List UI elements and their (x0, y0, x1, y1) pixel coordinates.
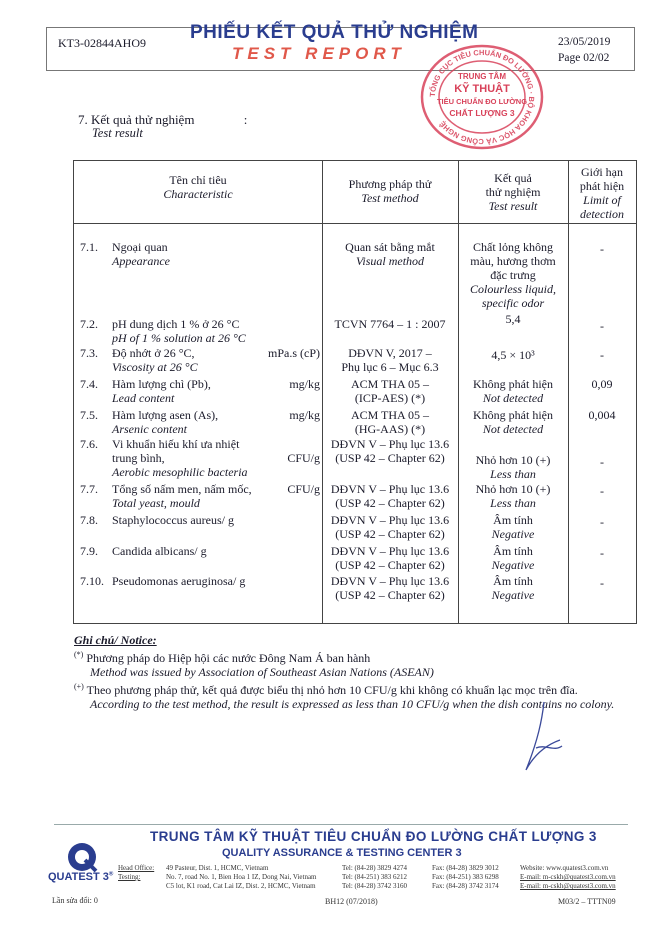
result-line: 5,4 (505, 312, 521, 326)
characteristic-vn: Tổng số nấm men, nấm mốc, (112, 482, 252, 496)
col-header-method (322, 177, 458, 205)
method-line-1: ACM THA 05 – (350, 408, 430, 422)
method-line-1: Quan sát bằng mắt (345, 240, 435, 254)
characteristic-vn: Hàm lượng asen (As), (112, 408, 219, 422)
fax-list (432, 864, 499, 891)
characteristic-vn-2: trung bình, (112, 451, 165, 465)
method-line-2: (USP 42 – Chapter 62) (335, 451, 445, 465)
result-line: Âm tính (493, 574, 533, 588)
col-header-vn: Phương pháp thử (348, 177, 432, 191)
unit: CFU/g (287, 482, 320, 496)
fax-3: Fax: (84-28) 3742 3174 (432, 882, 499, 890)
lod-value: - (600, 319, 604, 333)
result-line: màu, hương thơm (470, 254, 556, 268)
section-colon: : (243, 112, 248, 127)
col-header-en: Characteristic (163, 187, 233, 201)
lod-value: 0,09 (591, 377, 613, 391)
col-header-en: Test result (488, 199, 538, 213)
result-en-line: Negative (491, 558, 535, 572)
result-en-line: specific odor (481, 296, 545, 310)
result-line: Âm tính (493, 544, 533, 558)
characteristic-vn: Pseudomonas aeruginosa/ g (112, 574, 246, 588)
page-number: Page 02/02 (558, 52, 610, 64)
address-3: C5 lot, K1 road, Cat Lai IZ, Dist. 2, HCMC, Vietnam (166, 882, 316, 890)
form-code: BH12 (07/2018) (325, 897, 378, 906)
lod-value: - (600, 348, 604, 362)
characteristic-en: Aerobic mesophilic bacteria (112, 465, 248, 479)
method-line-2: (USP 42 – Chapter 62) (335, 527, 445, 541)
method-line-2: (USP 42 – Chapter 62) (335, 588, 445, 602)
results-table (73, 160, 637, 624)
row-number: 7.9. (80, 544, 98, 558)
logo-registered-mark: ® (108, 871, 114, 878)
note-2-en: According to the test method, the result is expressed as less than 10 CFU/g when the dish contains no colony. (90, 697, 615, 711)
stamp-line-4: CHẤT LƯỢNG 3 (449, 108, 515, 118)
lod-value: - (600, 484, 604, 498)
result-line: Không phát hiện (473, 408, 553, 422)
col-header-vn: Giới hạn (580, 165, 623, 179)
method-line-1: DĐVN V – Phụ lục 13.6 (330, 544, 450, 558)
header-divider (74, 223, 636, 224)
characteristic-en: Arsenic content (112, 422, 187, 436)
row-number: 7.1. (80, 240, 98, 254)
note-2-mark: (+) (74, 681, 84, 691)
address-list (166, 864, 317, 891)
result-en-line: Colourless liquid, (469, 282, 556, 296)
website: Website: www.quatest3.com.vn (520, 864, 609, 872)
method-line-2: (HG-AAS) (*) (354, 422, 426, 436)
result-en-line: Less than (490, 467, 536, 481)
address-2: No. 7, road No. 1, Bien Hoa 1 IZ, Dong Nai, Vietnam (166, 873, 317, 881)
method-line-2: (ICP-AES) (*) (354, 391, 426, 405)
characteristic-vn: Hàm lượng chì (Pb), (112, 377, 211, 391)
result-line: Nhỏ hơn 10 (+) (475, 453, 551, 467)
notes-title: Ghi chú/ Notice: (74, 633, 157, 647)
logo-text (48, 871, 113, 883)
characteristic-en: Viscosity at 26 °C (112, 360, 198, 374)
section-title-en: Test result (92, 126, 143, 140)
characteristic-vn: pH dung dịch 1 % ở 26 °C (112, 317, 240, 331)
address-labels (118, 864, 154, 882)
report-date: 23/05/2019 (558, 36, 611, 48)
result-line: 4,5 × 10³ (491, 348, 535, 362)
method-line-1: DĐVN V – Phụ lục 13.6 (330, 437, 450, 451)
row-number: 7.3. (80, 346, 98, 360)
characteristic-vn: Candida albicans/ g (112, 544, 207, 558)
lod-value: - (600, 242, 604, 256)
footer-divider (54, 824, 628, 825)
characteristic-vn: Vi khuẩn hiếu khí ưa nhiệt (112, 437, 240, 451)
unit: mg/kg (289, 377, 320, 391)
method-line-1: DĐVN V – Phụ lục 13.6 (330, 482, 450, 496)
characteristic-en: Total yeast, mould (112, 496, 200, 510)
note-2-vn: Theo phương pháp thử, kết quả được biểu thị nhỏ hơn 10 CFU/g khi không có khuẩn lạc mọc trên đĩa. (86, 682, 578, 697)
report-code: KT3-02844AHO9 (58, 36, 146, 50)
result-line: đặc trưng (490, 268, 536, 282)
col-header-en: Test method (361, 191, 419, 205)
col-header-vn-2: phát hiện (579, 179, 625, 193)
section-title-vn: 7. Kết quả thử nghiệm (78, 112, 195, 127)
row-number: 7.5. (80, 408, 98, 422)
result-en-line: Negative (491, 527, 535, 541)
method-line-2: (USP 42 – Chapter 62) (335, 496, 445, 510)
lod-value: - (600, 576, 604, 590)
stamp-outer-text: TỔNG CỤC TIÊU CHUẨN ĐO LƯỜNG · BỘ KHOA HỌC VÀ CÔNG NGHỆ (427, 47, 537, 147)
note-1-en: Method was issued by Association of Southeast Asian Nations (ASEAN) (90, 665, 434, 679)
lod-value: - (600, 455, 604, 469)
result-en-line: Less than (490, 496, 536, 510)
characteristic-vn: Độ nhớt ở 26 °C, (112, 346, 195, 360)
document-code: M03/2 – TTTN09 (558, 897, 616, 906)
row-number: 7.10. (80, 574, 104, 588)
lod-value: - (600, 546, 604, 560)
note-2 (74, 680, 644, 698)
characteristic-vn: Ngoại quan (112, 240, 168, 254)
row-number: 7.6. (80, 437, 98, 451)
lod-value: 0,004 (588, 408, 616, 422)
col-header-vn: Kết quả (494, 171, 532, 185)
stamp-line-3: TIÊU CHUẨN ĐO LƯỜNG (436, 97, 528, 106)
col-header-result (458, 171, 568, 213)
tel-1: Tel: (84-28) 3829 4274 (342, 864, 408, 872)
characteristic-en: pH of 1 % solution at 26 °C (112, 331, 246, 345)
official-stamp (417, 42, 547, 152)
email-2: E-mail: m-cskh@quatest3.com.vn (520, 882, 616, 890)
characteristic-en: Lead content (112, 391, 175, 405)
stamp-line-1: TRUNG TÂM (458, 72, 506, 81)
method-line-1: DĐVN V, 2017 – (348, 346, 432, 360)
row-number: 7.2. (80, 317, 98, 331)
row-number: 7.7. (80, 482, 98, 496)
org-name-en: QUALITY ASSURANCE & TESTING CENTER 3 (222, 847, 462, 859)
report-title-en: TEST REPORT (232, 44, 406, 63)
tel-2: Tel: (84-251) 383 6212 (342, 873, 408, 881)
method-line-1: DĐVN V – Phụ lục 13.6 (330, 513, 450, 527)
report-title-vn: PHIẾU KẾT QUẢ THỬ NGHIỆM (190, 22, 479, 43)
characteristic-en: Appearance (112, 254, 170, 268)
row-number: 7.4. (80, 377, 98, 391)
col-header-en: Limit of (583, 193, 621, 207)
email-1: E-mail: m-cskh@quatest3.com.vn (520, 873, 616, 881)
unit: mPa.s (cP) (268, 346, 320, 360)
revision-number: Lần sửa đổi: 0 (52, 896, 98, 905)
method-line-1: ACM THA 05 – (350, 377, 430, 391)
web-list (520, 864, 616, 891)
method-line-2: (USP 42 – Chapter 62) (335, 558, 445, 572)
result-en-line: Not detected (482, 391, 544, 405)
result-line: Chất lỏng không (473, 240, 553, 254)
phone-list (342, 864, 407, 891)
result-line: Âm tính (493, 513, 533, 527)
result-en-line: Not detected (482, 422, 544, 436)
lod-value: - (600, 515, 604, 529)
unit: mg/kg (289, 408, 320, 422)
stamp-line-2: KỸ THUẬT (454, 83, 510, 95)
address-1: 49 Pasteur, Dist. 1, HCMC, Vietnam (166, 864, 269, 872)
result-line: Không phát hiện (473, 377, 553, 391)
note-1-vn: Phương pháp do Hiệp hội các nước Đông Nam Á ban hành (86, 650, 371, 665)
unit: CFU/g (287, 451, 320, 465)
method-line-1: DĐVN V – Phụ lục 13.6 (330, 574, 450, 588)
result-en-line: Negative (491, 588, 535, 602)
characteristic-vn: Staphylococcus aureus/ g (112, 513, 234, 527)
fax-1: Fax: (84-28) 3829 3012 (432, 864, 499, 872)
method-line-1: TCVN 7764 – 1 : 2007 (334, 317, 446, 331)
testing-label: Testing: (118, 873, 141, 881)
col-header-en-2: detection (580, 207, 624, 221)
method-line-2: Visual method (355, 254, 425, 268)
row-number: 7.8. (80, 513, 98, 527)
note-1 (74, 648, 644, 666)
fax-2: Fax: (84-251) 383 6298 (432, 873, 499, 881)
col-header-vn-2: thử nghiệm (485, 185, 541, 199)
method-line-2: Phụ lục 6 – Mục 6.3 (341, 360, 439, 374)
result-line: Nhỏ hơn 10 (+) (475, 482, 551, 496)
head-office-label: Head Office: (118, 864, 155, 872)
tel-3: Tel: (84-28) 3742 3160 (342, 882, 408, 890)
logo-name: QUATEST 3 (48, 871, 109, 883)
note-1-mark: (*) (74, 649, 84, 659)
col-header-characteristic (74, 173, 322, 201)
col-header-lod (568, 165, 636, 221)
signature-mark (516, 700, 566, 775)
col-header-vn: Tên chỉ tiêu (169, 173, 227, 187)
org-name-vn: TRUNG TÂM KỸ THUẬT TIÊU CHUẨN ĐO LƯỜNG CHẤT LƯỢNG 3 (150, 829, 597, 844)
